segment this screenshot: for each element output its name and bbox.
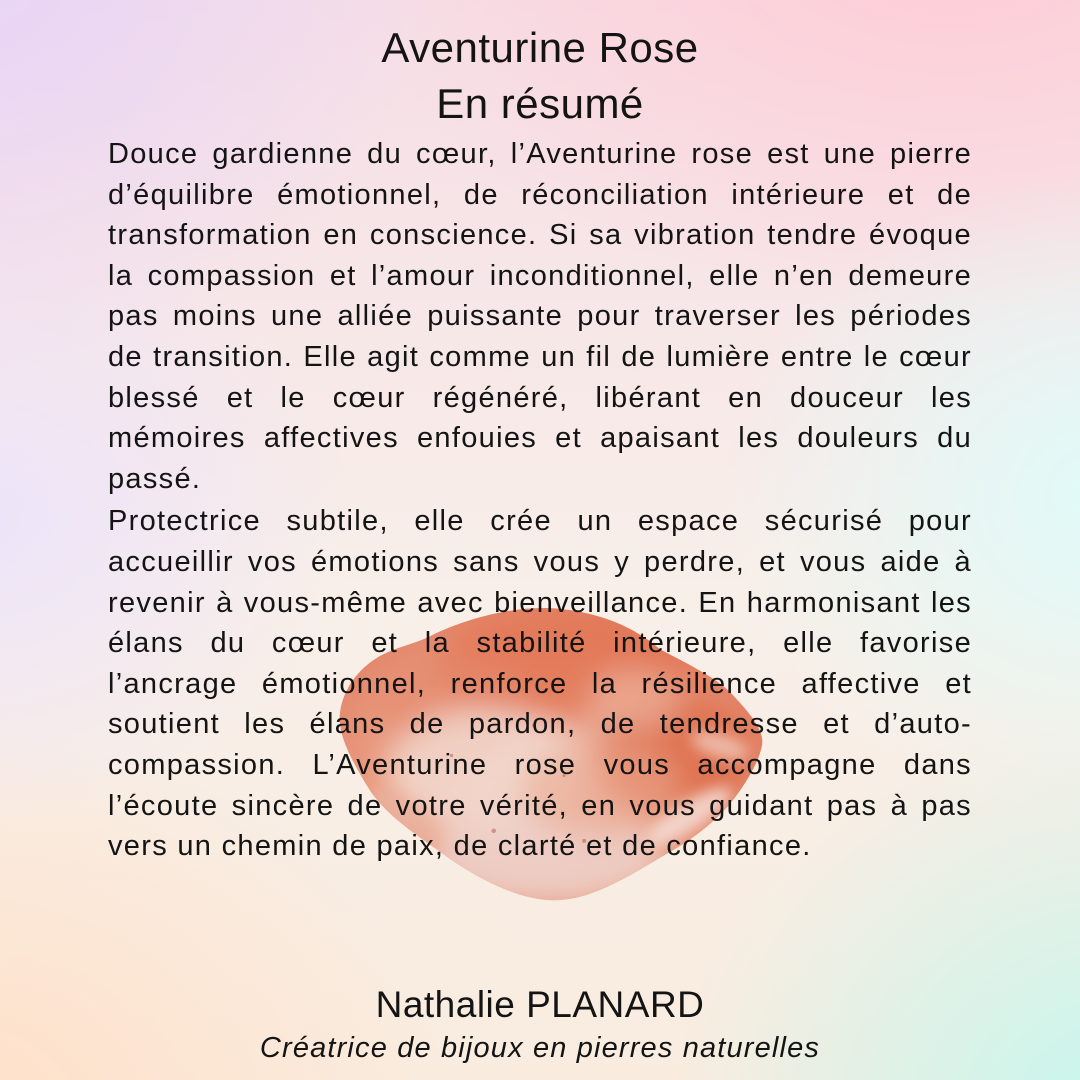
title-line-1: Aventurine Rose [381,24,699,71]
footer [0,982,1080,1068]
body-text [108,134,972,867]
footer-author-subtitle: Créatrice de bijoux en pierres naturelles [259,1032,821,1064]
footer-author-name: Nathalie PLANARD [375,984,705,1025]
body-paragraph-1: Douce gardienne du cœur, l’Aventurine rose est une pierre d’équilibre émotionnel, de réconciliation intérieure et de transformation en conscience. Si sa vibration tendre évoque la compassion et l’amour inconditionnel, elle n’en demeure pas moins une alliée puissante pour traverser les périodes de transition. Elle agit comme un fil de lumière entre le cœur blessé et le cœur régénéré, libérant en douceur les mémoires affectives enfouies et apaisant les douleurs du passé. [108,138,972,495]
page-title [0,20,1080,132]
body-paragraph-2: Protectrice subtile, elle crée un espace sécurisé pour accueillir vos émotions sans vous y perdre, et vous aide à revenir à vous-même avec bienveillance. En harmonisant les élans du cœur et la stabilité intérieure, elle favorise l’ancrage émotionnel, renforce la résilience affective et soutient les élans de pardon, de tendresse et d’auto-compassion. L’Aventurine rose vous accompagne dans l’écoute sincère de votre vérité, en vous guidant pas à pas vers un chemin de paix, de clarté et de confiance. [108,505,972,863]
title-line-2: En résumé [436,80,644,127]
